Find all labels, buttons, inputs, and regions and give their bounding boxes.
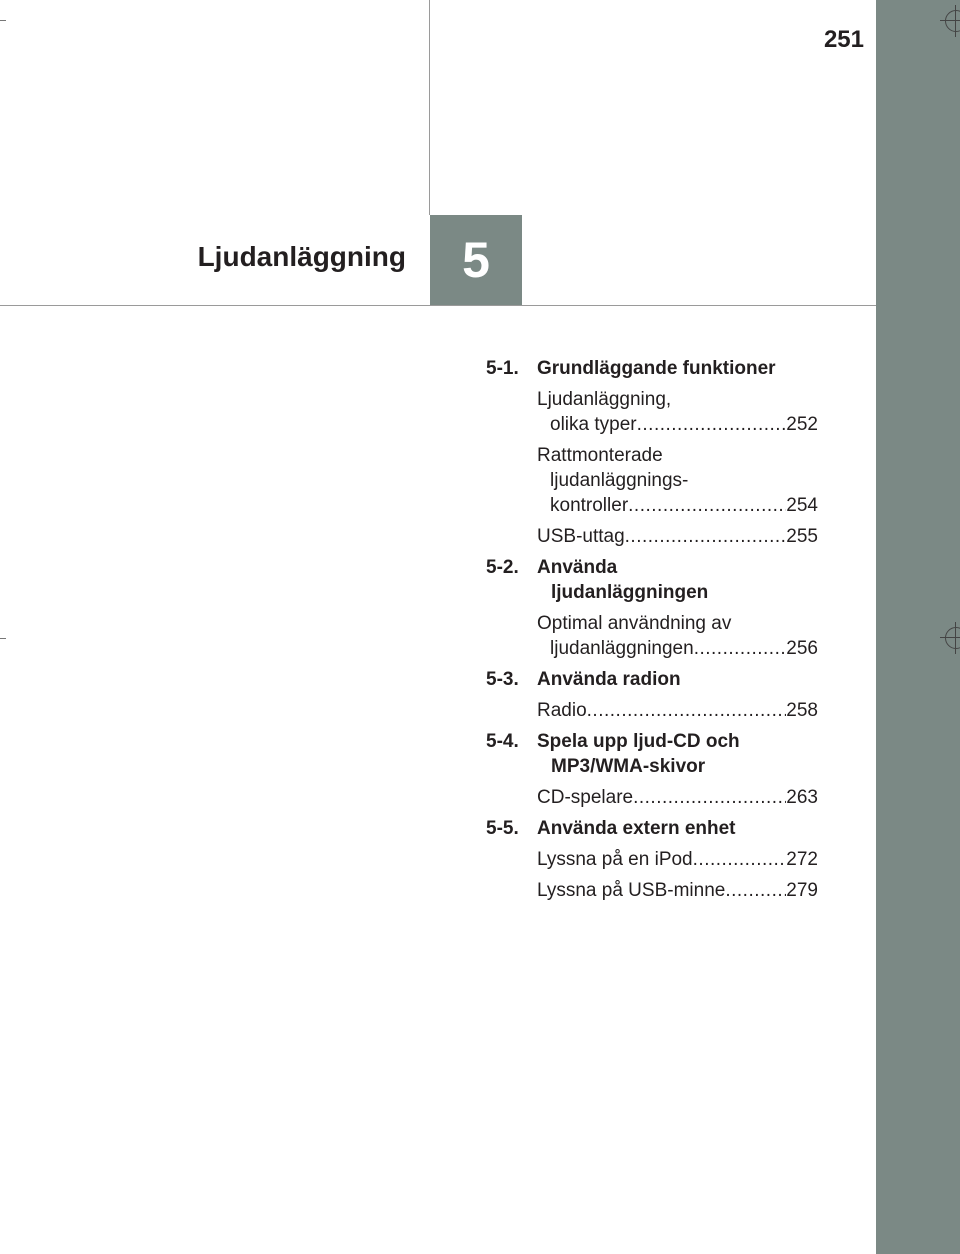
toc-entry-page: 258 [786,700,818,721]
toc-section-heading [486,729,818,779]
dot-leader [694,636,787,661]
toc-entry[interactable] [537,611,818,661]
chapter-number: 5 [462,232,490,288]
toc-entry-text: Optimal användning av [537,613,732,634]
watermark: carmanualsonline.info [606,1224,772,1243]
toc-section-heading [486,816,818,841]
page-number: 251 [823,26,864,53]
registration-mark-icon [945,10,960,32]
toc-section-heading [486,356,818,381]
table-of-contents [486,350,818,903]
toc-section-title-line: Använda [537,557,618,578]
toc-section-title-line: Grundläggande funktioner [537,358,776,379]
toc-entry-text: ljudanläggningen [550,638,694,659]
toc-section-number: 5-5. [486,818,519,839]
toc-entry[interactable] [537,524,818,549]
toc-entry-text: Ljudanläggning, [537,389,672,410]
toc-entry-text: Radio [537,700,587,721]
toc-entry-text: Rattmonterade [537,445,663,466]
dot-leader [625,524,787,549]
toc-entry-page: 254 [786,495,818,516]
toc-section [486,356,818,549]
dot-leader [633,785,786,810]
toc-entry[interactable] [537,878,818,903]
toc-section-title-line: Använda radion [537,669,681,690]
toc-section-title [537,816,818,841]
toc-entry-text: USB-uttag [537,526,625,547]
header-horizontal-rule [0,305,876,306]
toc-section-title-line: ljudanläggningen [551,582,709,603]
chapter-number-box [430,215,522,305]
toc-entry-text: olika typer [550,414,637,435]
toc-section-title-line: Spela upp ljud-CD och [537,731,740,752]
toc-section-title [537,356,818,381]
toc-section-title [537,729,818,779]
toc-entry-text: Lyssna på USB-minne [537,880,726,901]
toc-entry-page: 252 [786,414,818,435]
dot-leader [628,493,786,518]
registration-mark-icon [945,627,960,649]
toc-section-heading [486,555,818,605]
toc-entry[interactable] [537,698,818,723]
toc-entry[interactable] [537,443,818,518]
crop-mark [0,638,6,639]
dot-leader [587,698,787,723]
toc-entry-page: 263 [786,787,818,808]
toc-entry-page: 279 [786,880,818,901]
toc-entry-page: 272 [786,849,818,870]
crop-mark [0,20,6,21]
toc-section [486,816,818,903]
toc-entry-text: kontroller [550,495,629,516]
toc-entry[interactable] [537,785,818,810]
toc-entry-text: ljudanläggnings- [550,470,689,491]
toc-section-number: 5-3. [486,669,519,690]
dot-leader [725,878,786,903]
toc-entry-page: 256 [786,638,818,659]
chapter-title: Ljudanläggning [197,241,406,272]
dot-leader [693,847,787,872]
toc-section-title-line: MP3/WMA-skivor [551,756,706,777]
toc-section-title-line: Använda extern enhet [537,818,736,839]
toc-section-number: 5-2. [486,557,519,578]
toc-section [486,555,818,661]
toc-entry-page: 255 [786,526,818,547]
toc-entry-text: Lyssna på en iPod [537,849,693,870]
side-tab [876,0,960,1254]
toc-section-title [537,555,818,605]
toc-section [486,667,818,723]
toc-section [486,729,818,810]
toc-entry[interactable] [537,847,818,872]
toc-section-heading [486,667,818,692]
toc-section-title [537,667,818,692]
header-vertical-rule [429,0,430,215]
toc-entry[interactable] [537,387,818,437]
dot-leader [637,412,787,437]
toc-section-number: 5-1. [486,358,519,379]
toc-section-number: 5-4. [486,731,519,752]
toc-entry-text: CD-spelare [537,787,634,808]
